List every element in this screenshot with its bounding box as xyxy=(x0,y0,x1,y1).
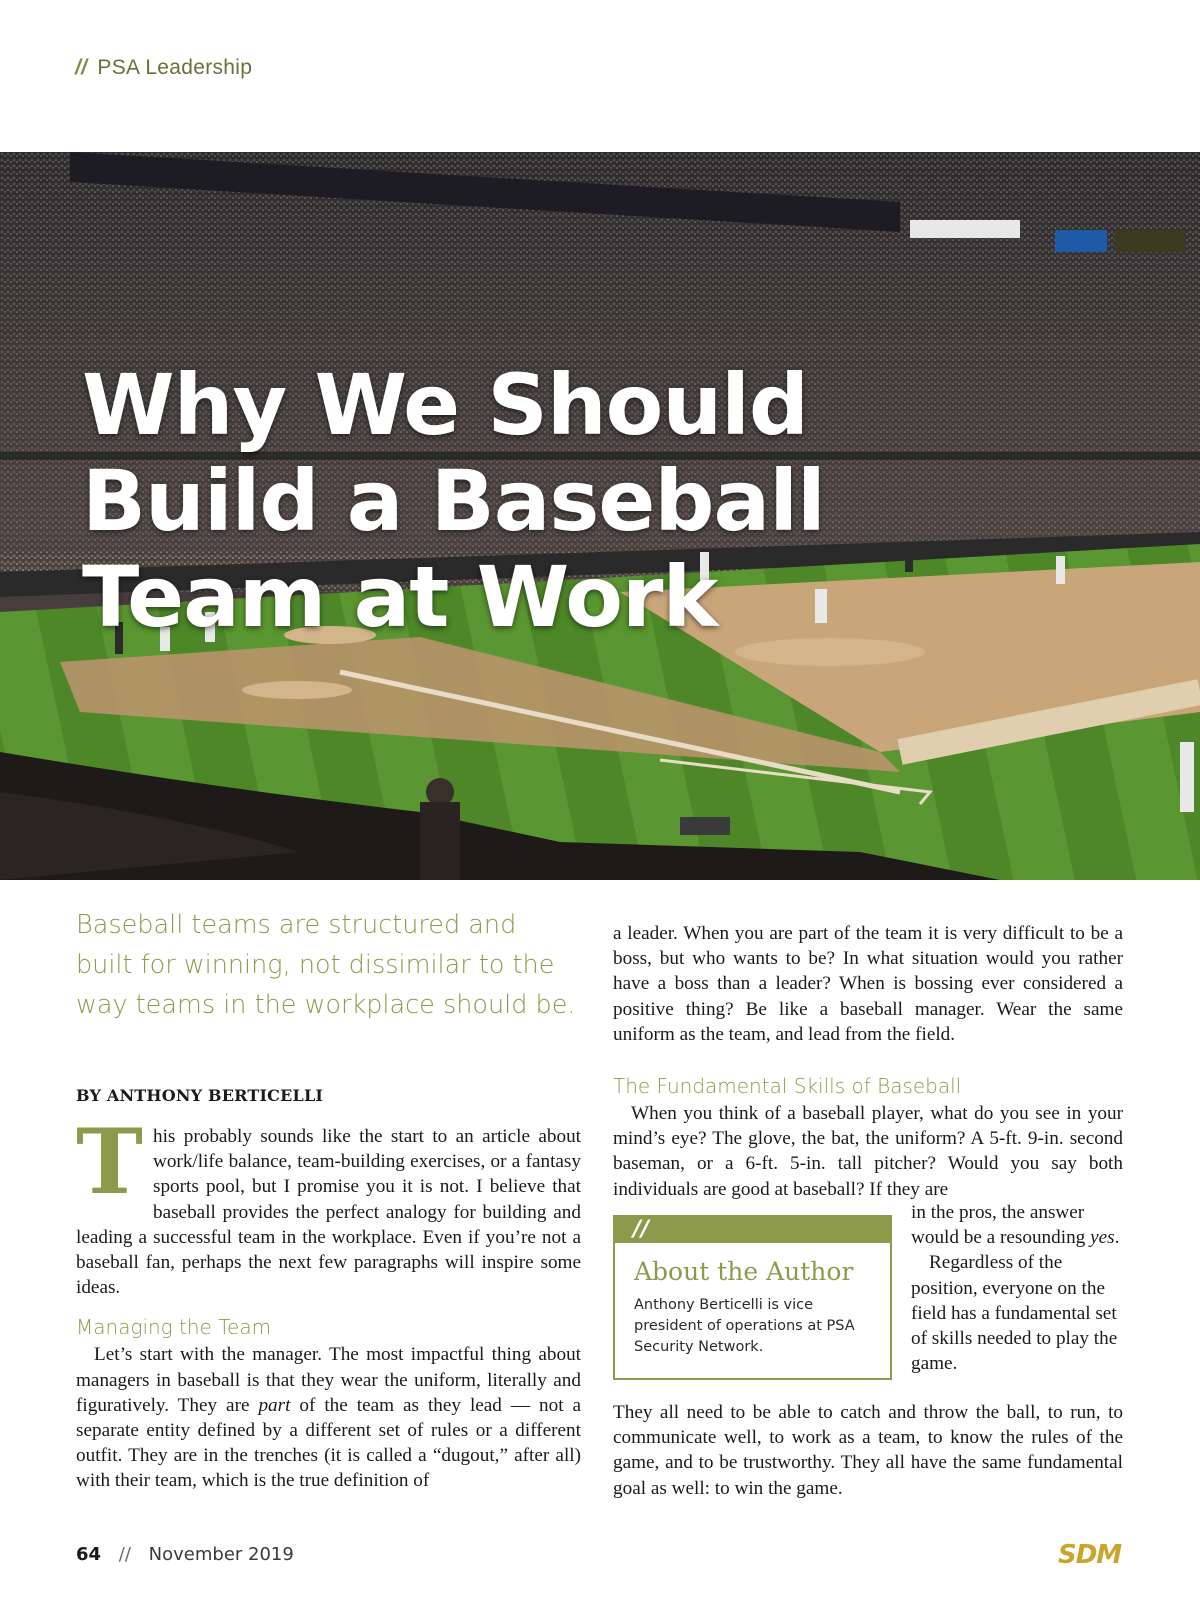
drop-cap: T xyxy=(76,1109,143,1215)
article-deck: Baseball teams are structured and built for winning, not dissimilar to the way teams in the workplace should be. xyxy=(76,910,576,1020)
article-title xyxy=(82,357,982,645)
subhead-skills: The Fundamental Skills of Baseball xyxy=(613,1074,962,1099)
section-slashes: // xyxy=(75,56,88,79)
section-label: PSA Leadership xyxy=(97,56,253,79)
wrap-paragraph-2: Regardless of the position, everyone on the field has a fundamental set of skills needed to play the game. xyxy=(911,1252,1118,1375)
title-line-3: Team at Work xyxy=(82,548,718,646)
byline: BY ANTHONY BERTICELLI xyxy=(76,1086,324,1105)
author-box-slashes: // xyxy=(615,1217,890,1243)
wrap-column xyxy=(911,1200,1126,1376)
hero-image xyxy=(0,152,1200,880)
issue-date: November 2019 xyxy=(148,1544,294,1565)
right-column xyxy=(613,921,1123,1202)
intro-paragraph xyxy=(76,1109,581,1300)
subhead-managing: Managing the Team xyxy=(76,1315,272,1340)
tail-paragraph xyxy=(613,1400,1123,1501)
section-tag xyxy=(75,56,252,80)
wrap-emphasis: yes xyxy=(1090,1227,1115,1249)
page-number: 64 xyxy=(76,1544,102,1565)
footer-separator: // xyxy=(118,1544,131,1565)
intro-text: his probably sounds like the start to an article about work/life balance, team-building exercises, or a fantasy sports pool, but I promise you it is not. I believe that baseball provides the perfect analogy for building and leading a successful team in the workplace. Even if you’re not a baseball fan, perhaps the next few paragraphs will inspire some ideas. xyxy=(76,1126,581,1299)
title-line-2: Build a Baseball xyxy=(82,452,825,550)
author-box-text: Anthony Berticelli is vice president of operations at PSA Security Network. xyxy=(634,1297,855,1355)
sdm-logo: SDM xyxy=(1058,1540,1122,1570)
managing-text-2: of the team as they lead — not a separate entity defined by a different set of rules or a different outfit. They are in the trenches (it is called a “dugout,” after all) with their team, which is the true definition of xyxy=(76,1394,581,1492)
managing-emphasis: part xyxy=(258,1394,291,1416)
about-author-box xyxy=(613,1215,892,1380)
wrap-text-2: . xyxy=(1114,1227,1120,1249)
page-footer xyxy=(76,1544,294,1565)
wrap-text-1: in the pros, the answer would be a resounding xyxy=(911,1202,1091,1249)
tail-text: They all need to be able to catch and throw the ball, to run, to communicate well, to work as a team, to know the rules of the game, and to be trustworthy. They all have the same fundamental goal as well: to win the game. xyxy=(613,1402,1123,1499)
continued-paragraph: a leader. When you are part of the team it is very difficult to be a boss, but who wants to be? In what situation would you rather have a boss than a leader? When is bossing ever considered a positive thing? Be like a baseball manager. Wear the same uniform as the team, and lead from the field. xyxy=(613,923,1123,1045)
wrap-paragraph-1 xyxy=(911,1200,1126,1250)
left-column xyxy=(76,1109,581,1494)
managing-text-1: Let’s start with the manager. The most impactful thing about managers in baseball is that they wear the uniform, literally and figuratively. They are xyxy=(76,1344,581,1416)
author-box-title: About the Author xyxy=(634,1257,854,1286)
title-line-1: Why We Should xyxy=(82,356,809,454)
skills-paragraph: When you think of a baseball player, what do you see in your mind’s eye? The glove, the bat, the uniform? A 5-ft. 9-in. second baseman, or a 6-ft. 5-in. tall pitcher? Would you say both individuals are good at baseball? If they are xyxy=(613,1103,1123,1200)
managing-paragraph xyxy=(76,1342,581,1493)
